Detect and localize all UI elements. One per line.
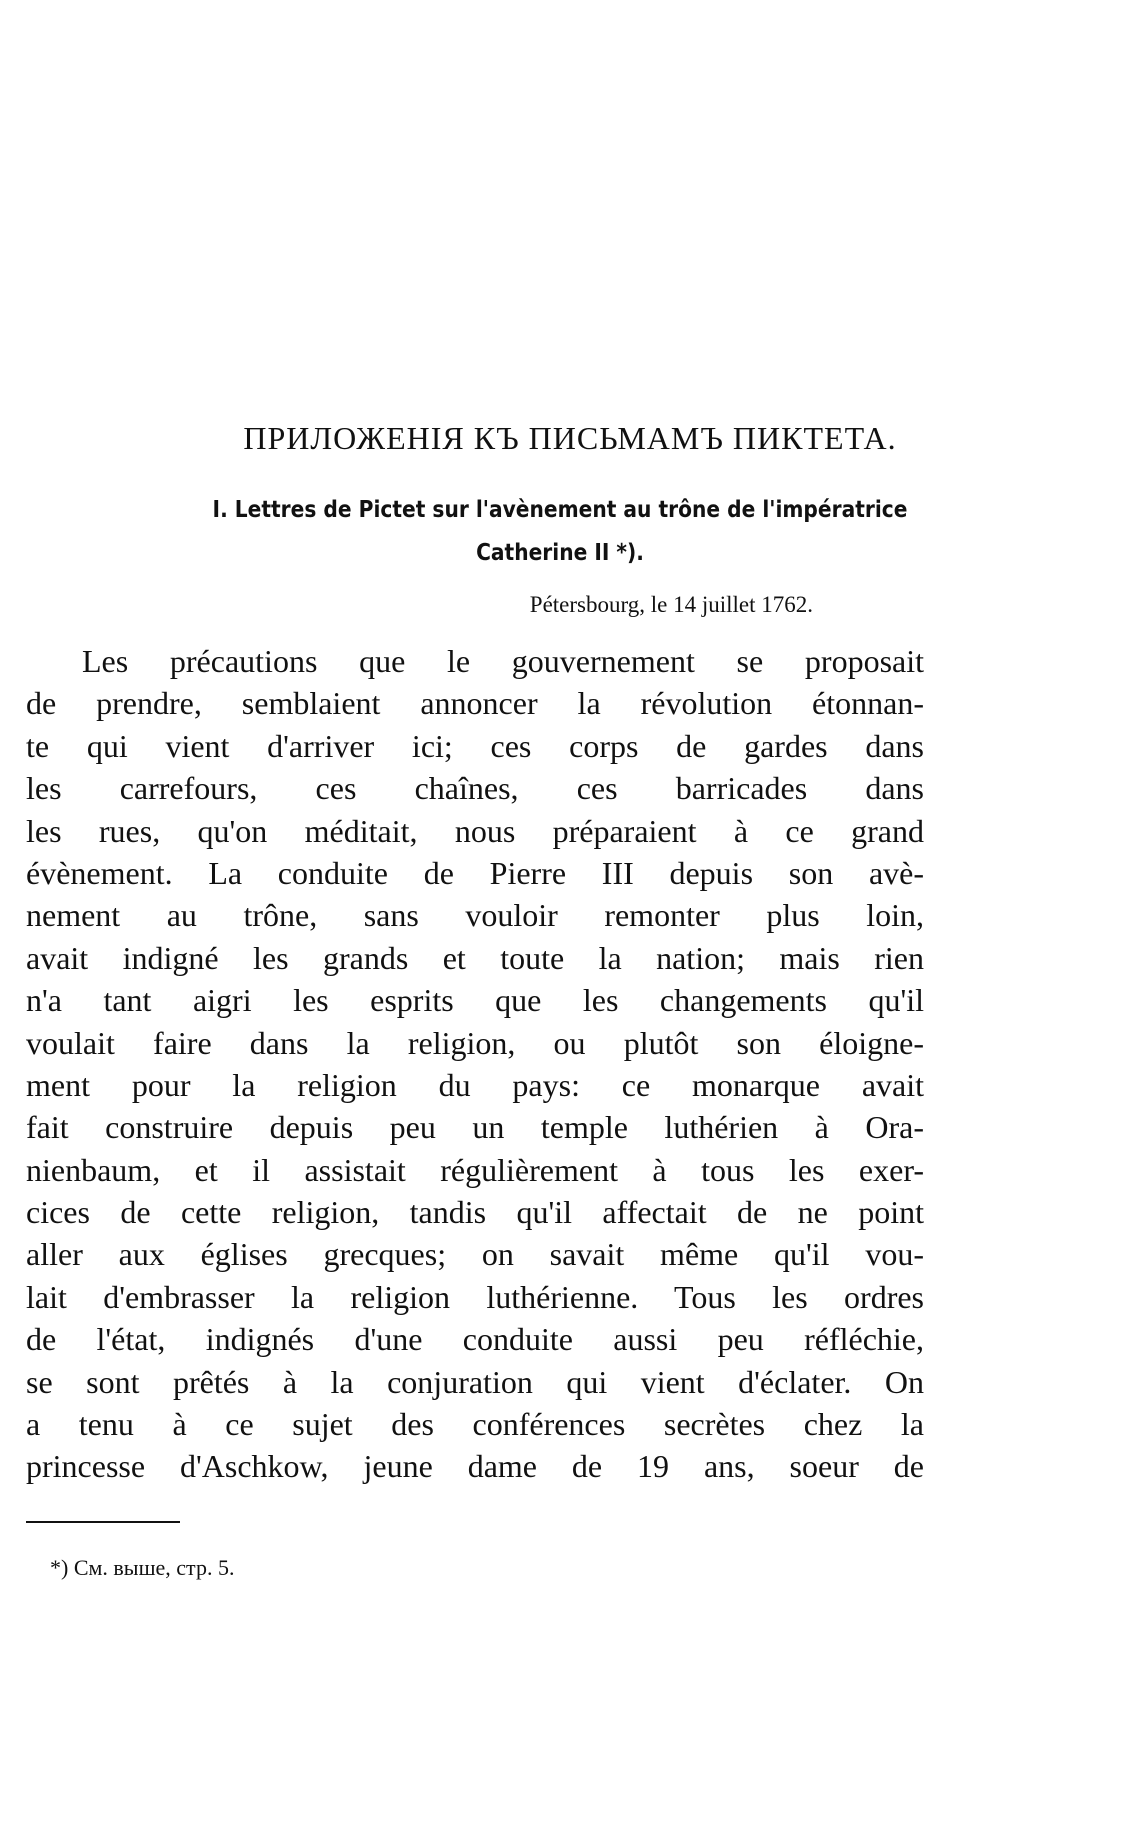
document-title [130, 488, 990, 574]
body-line: princesse d'Aschkow, jeune dame de 19 ans, soeur de [26, 1448, 924, 1485]
body-line: aller aux églises grecques; on savait même qu'il vou- [26, 1236, 924, 1273]
footnote: *) См. выше, стр. 5. [50, 1555, 235, 1580]
body-line: ment pour la religion du pays: ce monarque avait [26, 1066, 924, 1103]
footnote-divider [26, 1521, 180, 1523]
body-line: te qui vient d'arriver ici; ces corps de gardes dans [26, 727, 924, 764]
body-line: les carrefours, ces chaînes, ces barricades dans [26, 770, 924, 807]
body-line: n'a tant aigri les esprits que les changements qu'il [26, 982, 924, 1019]
body-line: nienbaum, et il assistait régulièrement à tous les exer- [26, 1151, 924, 1188]
body-line: lait d'embrasser la religion luthérienne. Tous les ordres [26, 1278, 924, 1315]
body-line: de l'état, indignés d'une conduite aussi peu réfléchie, [26, 1321, 924, 1358]
body-line: nement au trône, sans vouloir remonter plus loin, [26, 897, 924, 934]
body-line: voulait faire dans la religion, ou plutôt son éloigne- [26, 1024, 924, 1061]
body-text [26, 640, 924, 1488]
section-title: ПРИЛОЖЕНІЯ КЪ ПИСЬМАМЪ ПИКТЕТА. [243, 420, 897, 456]
document-title-line-1: I. Lettres de Pictet sur l'avènement au trône de l'impératrice [212, 495, 908, 523]
body-line: de prendre, semblaient annoncer la révolution étonnan- [26, 685, 924, 722]
body-line: les rues, qu'on méditait, nous préparaient à ce grand [26, 812, 924, 849]
body-line: a tenu à ce sujet des conférences secrètes chez la [26, 1406, 924, 1443]
body-line: cices de cette religion, tandis qu'il affectait de ne point [26, 1194, 924, 1231]
body-line: Les précautions que le gouvernement se proposait [82, 643, 924, 679]
body-line: fait construire depuis peu un temple luthérien à Ora- [26, 1109, 924, 1146]
body-line: se sont prêtés à la conjuration qui vient d'éclater. On [26, 1363, 924, 1400]
document-title-line-2: Catherine II *). [476, 538, 644, 566]
body-line: avait indigné les grands et toute la nation; mais rien [26, 939, 924, 976]
dateline: Pétersbourg, le 14 juillet 1762. [529, 592, 813, 617]
body-line: évènement. La conduite de Pierre III depuis son avè- [26, 854, 924, 891]
